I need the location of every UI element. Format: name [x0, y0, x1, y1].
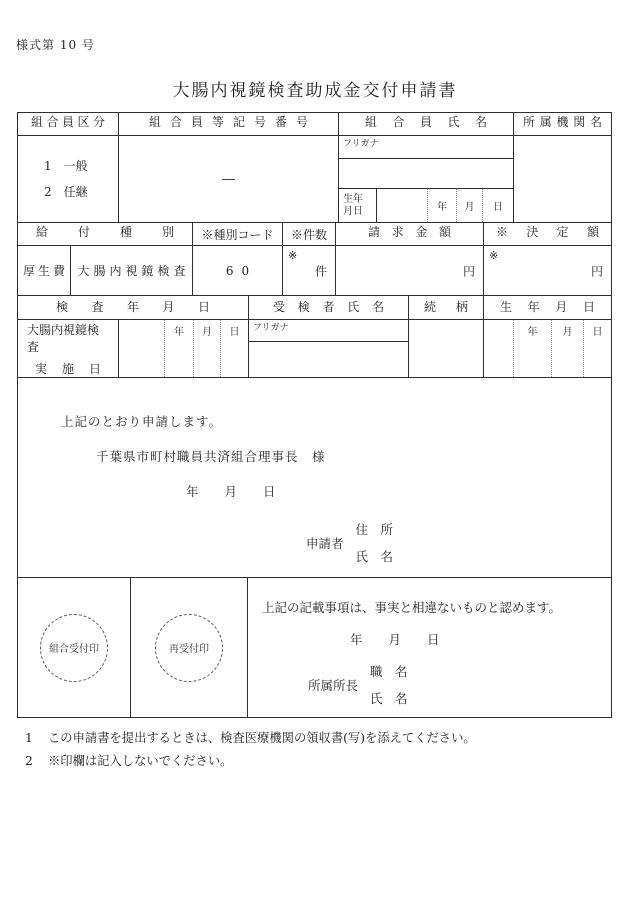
benefit-category-cell: 厚生費 [18, 246, 71, 295]
type-code-value: 60 [193, 246, 283, 295]
certify-date-month-unit: 月 [388, 632, 402, 647]
certify-date-day-unit: 日 [427, 632, 440, 647]
union-stamp-cell [18, 578, 131, 717]
union-stamp-label: 組合受付印 [49, 644, 99, 655]
member-class-cell [18, 136, 119, 222]
re-stamp-label: 再受付印 [169, 644, 209, 655]
member-birth-year-unit: 年 [427, 189, 456, 222]
header-member-class: 組合員区分 [18, 113, 119, 135]
header-examinee-name: 受検者氏名 [249, 296, 409, 320]
exam-body-row [18, 320, 611, 378]
examinee-birth-month-unit: 月 [551, 320, 583, 377]
claim-amount-field [336, 246, 484, 295]
benefit-name-cell: 大腸内視鏡検査 [71, 246, 193, 295]
case-count-unit: 件 [314, 264, 327, 278]
note-2-number: 2 [25, 753, 33, 768]
re-receipt-stamp [155, 614, 223, 682]
certify-date-line [350, 630, 611, 648]
examinee-birth-era-field [484, 320, 513, 377]
examinee-birth-day-unit: 日 [583, 320, 611, 377]
footer-notes [25, 727, 476, 772]
application-addressee: 千葉県市町村職員共済組合理事長 様 [96, 449, 326, 464]
re-stamp-cell [131, 578, 248, 717]
member-class-option-general: 1 一般 [44, 159, 88, 173]
exam-impl-line1: 大腸内視鏡検査 [27, 322, 100, 354]
member-number-field [119, 136, 339, 222]
header-case-count: ※件数 [283, 223, 336, 245]
exam-date-field [119, 320, 249, 377]
header-exam-date: 検査年月日 [18, 296, 249, 320]
member-birthdate-fields [377, 189, 513, 222]
examinee-furigana-field [249, 320, 408, 342]
member-class-option-voluntary: 2 任継 [44, 185, 88, 199]
applicant-name-label: 氏 名 [355, 549, 394, 564]
member-name-field [339, 159, 513, 189]
examinee-birthdate-field [484, 320, 611, 377]
exam-date-era-field [119, 320, 164, 377]
organization-field [514, 136, 611, 222]
decision-amount-unit: 円 [590, 264, 603, 278]
certification-section [18, 578, 611, 717]
applicant-label: 申請者 [306, 536, 344, 551]
examinee-birth-year-unit: 年 [513, 320, 551, 377]
exam-date-day-unit: 日 [220, 320, 248, 377]
certify-cell [248, 578, 611, 717]
header-examinee-birth: 生年月日 [500, 300, 595, 314]
applicant-address-label: 住 所 [355, 522, 394, 537]
note-1-number: 1 [25, 731, 33, 745]
member-furigana-label: フリガナ [343, 139, 379, 149]
member-birthdate-label: 生年 月日 [339, 189, 377, 222]
member-number-dash: ― [222, 171, 235, 187]
exam-date-month-unit: 月 [193, 320, 220, 377]
header-type-code: ※種別コード [193, 223, 283, 245]
claim-amount-unit: 円 [462, 264, 475, 278]
header-benefit-type: 給付種別 [18, 223, 193, 245]
header-claim-amount: 請求金額 [336, 223, 484, 245]
case-count-field [283, 246, 336, 295]
director-name-label: 氏 名 [370, 691, 408, 706]
applicant-group [306, 516, 611, 570]
header-member-name: 組合員氏名 [339, 113, 514, 135]
member-birth-era-field [377, 189, 427, 222]
application-section [18, 378, 611, 578]
application-date-day-unit: 日 [263, 484, 276, 499]
application-date-line [186, 482, 611, 500]
main-form-table [17, 112, 612, 718]
exam-header-row [18, 296, 611, 320]
note-2 [25, 750, 476, 773]
benefit-body-row [18, 246, 611, 296]
member-name-cell [339, 136, 514, 222]
header-organization: 所属機関名 [523, 115, 602, 129]
note-2-text: ※印欄は記入しないでください。 [48, 753, 233, 768]
case-count-mark: ※ [288, 249, 298, 262]
application-date-month-unit: 月 [224, 484, 238, 499]
exam-impl-line2: 実施日 [35, 361, 101, 376]
member-birth-day-unit: 日 [482, 189, 513, 222]
director-job-label: 職 名 [370, 664, 408, 679]
page-title: 大腸内視鏡検査助成金交付申請書 [172, 81, 458, 101]
benefit-header-row [18, 223, 611, 246]
certify-date-year-unit: 年 [350, 632, 363, 647]
exam-date-year-unit: 年 [164, 320, 193, 377]
application-statement: 上記のとおり申請します。 [61, 414, 223, 429]
member-body-row [18, 136, 611, 223]
note-1-text: この申請書を提出するときは、検査医療機関の領収書(写)を添えてください。 [48, 731, 476, 745]
examinee-furigana-label: フリガナ [253, 323, 289, 333]
member-header-row [18, 113, 611, 136]
header-member-number: 組合員等記号番号 [119, 113, 339, 135]
header-relationship: 続柄 [409, 296, 484, 320]
examinee-name-cell [249, 320, 409, 377]
member-furigana-field [339, 136, 513, 159]
examinee-name-field [249, 342, 408, 377]
member-birth-month-unit: 月 [456, 189, 482, 222]
application-date-year-unit: 年 [186, 484, 199, 499]
exam-impl-date-label [18, 320, 119, 377]
decision-amount-mark: ※ [489, 249, 499, 262]
union-receipt-stamp [40, 614, 108, 682]
member-birthdate-row [339, 189, 513, 222]
form-number: 様式第 10 号 [16, 38, 95, 52]
relationship-field [409, 320, 484, 377]
header-decision-amount: ※決定額 [496, 225, 599, 239]
director-label: 所属所長 [308, 678, 359, 693]
director-group [308, 658, 611, 712]
note-1 [25, 727, 476, 750]
certify-statement: 上記の記載事項は、事実と相違ないものと認めます。 [262, 600, 562, 615]
decision-amount-field [484, 246, 611, 295]
